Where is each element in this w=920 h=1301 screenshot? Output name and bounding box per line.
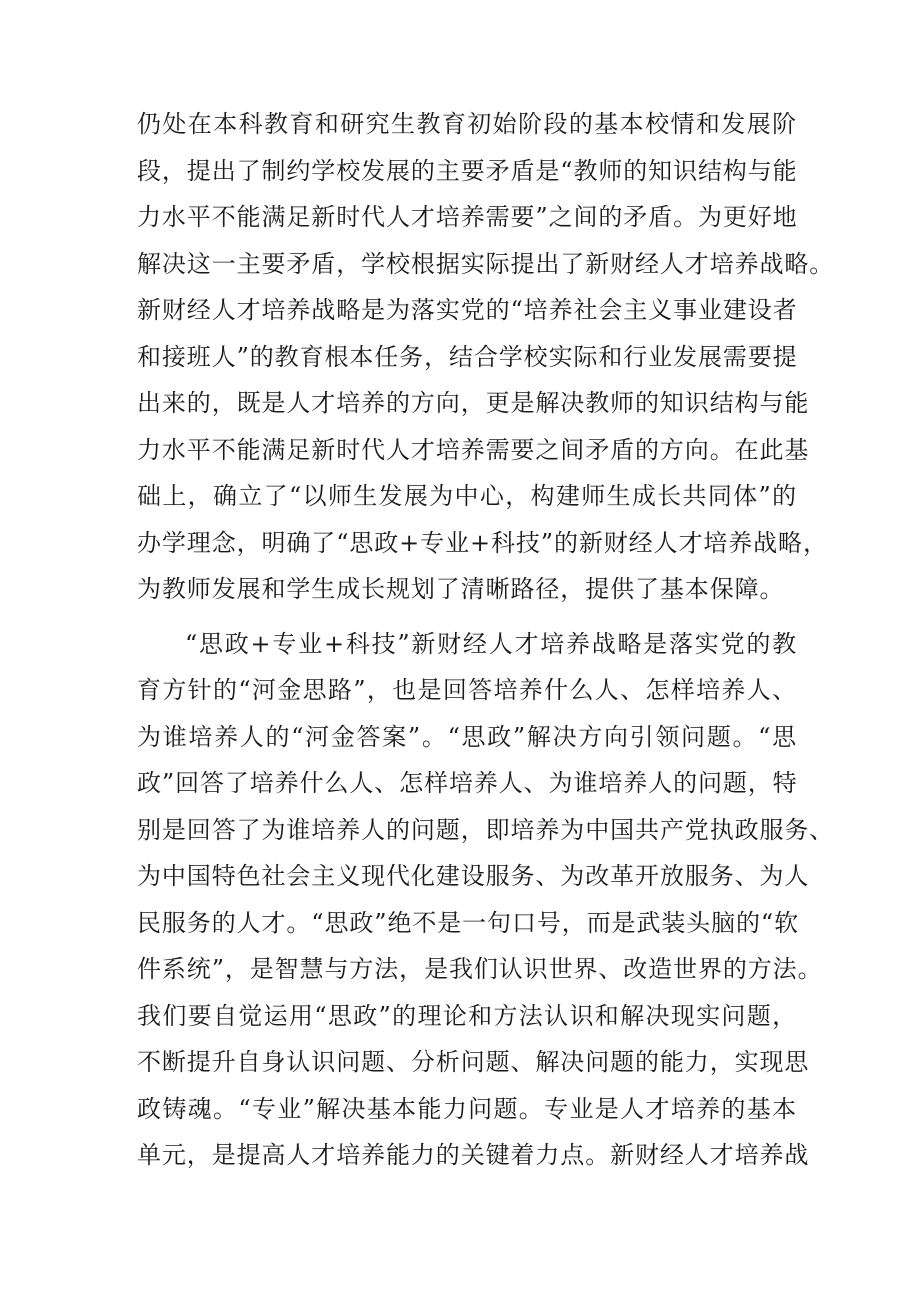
text-line: 育方针的“河金思路”，也是回答培养什么人、怎样培养人、 <box>137 676 797 704</box>
text-line: 单元，是提高人才培养能力的关键着力点。新财经人才培养战 <box>137 1141 810 1169</box>
text-line: 仍处在本科教育和研究生教育初始阶段的基本校情和发展阶 <box>137 110 797 138</box>
text-line: 为谁培养人的“河金答案”。“思政”解决方向引领问题。“思 <box>137 722 797 751</box>
text-line: 解决这一主要矛盾，学校根据实际提出了新财经人才培养战略。 <box>137 249 835 278</box>
text-line: 力水平不能满足新时代人才培养需要之间矛盾的方向。在此基 <box>137 435 810 464</box>
text-line: 办学理念，明确了“思政+专业+科技”的新财经人才培养战略， <box>137 528 828 557</box>
text-line: 段，提出了制约学校发展的主要矛盾是“教师的知识结构与能 <box>137 156 798 185</box>
text-line: 件系统”，是智慧与方法，是我们认识世界、改造世界的方法。 <box>137 955 823 983</box>
document-body <box>137 101 835 1179</box>
paragraph-gap <box>137 613 797 621</box>
text-line: 新财经人才培养战略是为落实党的“培养社会主义事业建设者 <box>137 296 798 324</box>
text-line: “思政+专业+科技”新财经人才培养战略是落实党的教 <box>185 629 797 658</box>
text-line: 不断提升自身认识问题、分析问题、解决问题的能力，实现思 <box>137 1048 810 1076</box>
text-line: 我们要自觉运用“思政”的理论和方法认识和解决现实问题， <box>137 1001 797 1030</box>
text-line: 为中国特色社会主义现代化建设服务、为改革开放服务、为人 <box>137 862 810 890</box>
text-line: 和接班人”的教育根本任务，结合学校实际和行业发展需要提 <box>137 342 798 371</box>
text-line: 政”回答了培养什么人、怎样培养人、为谁培养人的问题，特 <box>137 769 798 797</box>
paragraph <box>137 101 835 613</box>
text-line: 力水平不能满足新时代人才培养需要”之间的矛盾。为更好地 <box>137 203 798 231</box>
text-line: 民服务的人才。“思政”绝不是一句口号，而是武装头脑的“软 <box>137 908 800 937</box>
paragraph <box>137 621 835 1179</box>
text-line: 础上，确立了“以师生发展为中心，构建师生成长共同体”的 <box>137 482 797 510</box>
text-line: 为教师发展和学生成长规划了清晰路径，提供了基本保障。 <box>137 575 785 603</box>
text-line: 出来的，既是人才培养的方向，更是解决教师的知识结构与能 <box>137 389 810 417</box>
text-line: 政铸魂。“专业”解决基本能力问题。专业是人才培养的基本 <box>137 1094 797 1123</box>
text-line: 别是回答了为谁培养人的问题，即培养为中国共产党执政服务、 <box>137 815 835 844</box>
